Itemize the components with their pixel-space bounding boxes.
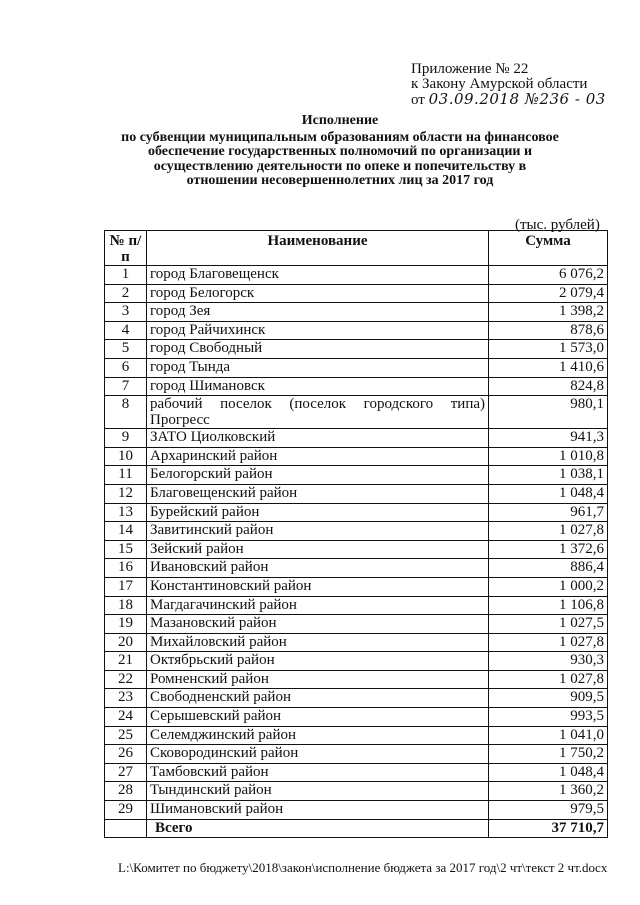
table-row bbox=[105, 801, 608, 820]
row-sum: 1 027,8 bbox=[489, 670, 608, 689]
total-label: Всего bbox=[147, 819, 489, 838]
row-number: 9 bbox=[105, 429, 147, 448]
table-row bbox=[105, 321, 608, 340]
table-row bbox=[105, 540, 608, 559]
table-row bbox=[105, 559, 608, 578]
row-name: Магдагачинский район bbox=[147, 596, 489, 615]
row-name: Константиновский район bbox=[147, 577, 489, 596]
row-sum: 980,1 bbox=[489, 396, 608, 429]
table-row bbox=[105, 377, 608, 396]
row-number: 11 bbox=[105, 466, 147, 485]
row-number: 26 bbox=[105, 745, 147, 764]
row-name: Тамбовский район bbox=[147, 763, 489, 782]
header-name: Наименование bbox=[147, 231, 489, 266]
row-number: 17 bbox=[105, 577, 147, 596]
table-row bbox=[105, 358, 608, 377]
row-name: Завитинский район bbox=[147, 522, 489, 541]
table-row bbox=[105, 689, 608, 708]
table-row bbox=[105, 745, 608, 764]
row-number: 13 bbox=[105, 503, 147, 522]
row-sum: 1 048,4 bbox=[489, 484, 608, 503]
table-row bbox=[105, 596, 608, 615]
table-row bbox=[105, 303, 608, 322]
row-number: 4 bbox=[105, 321, 147, 340]
row-sum: 961,7 bbox=[489, 503, 608, 522]
table-row bbox=[105, 503, 608, 522]
row-sum: 1 027,5 bbox=[489, 615, 608, 634]
row-name: город Зея bbox=[147, 303, 489, 322]
table-row bbox=[105, 466, 608, 485]
row-sum: 1 038,1 bbox=[489, 466, 608, 485]
row-sum: 878,6 bbox=[489, 321, 608, 340]
table-row bbox=[105, 633, 608, 652]
row-name: Шимановский район bbox=[147, 801, 489, 820]
row-number: 25 bbox=[105, 726, 147, 745]
row-number: 18 bbox=[105, 596, 147, 615]
table-row bbox=[105, 447, 608, 466]
row-name: Архаринский район bbox=[147, 447, 489, 466]
table-row bbox=[105, 429, 608, 448]
row-number: 14 bbox=[105, 522, 147, 541]
row-sum: 930,3 bbox=[489, 652, 608, 671]
row-number: 3 bbox=[105, 303, 147, 322]
table-row bbox=[105, 652, 608, 671]
row-sum: 1 360,2 bbox=[489, 782, 608, 801]
table-header-row bbox=[105, 231, 608, 266]
appendix-date-prefix: от bbox=[411, 92, 425, 108]
header-sum: Сумма bbox=[489, 231, 608, 266]
table-row bbox=[105, 708, 608, 727]
row-sum: 1 027,8 bbox=[489, 522, 608, 541]
row-number: 21 bbox=[105, 652, 147, 671]
table-row bbox=[105, 726, 608, 745]
row-sum: 1 573,0 bbox=[489, 340, 608, 359]
row-number: 24 bbox=[105, 708, 147, 727]
row-sum: 909,5 bbox=[489, 689, 608, 708]
row-name: Октябрьский район bbox=[147, 652, 489, 671]
row-name: Мазановский район bbox=[147, 615, 489, 634]
row-name: Селемджинский район bbox=[147, 726, 489, 745]
row-name: ЗАТО Циолковский bbox=[147, 429, 489, 448]
row-name: Серышевский район bbox=[147, 708, 489, 727]
subvention-table bbox=[104, 230, 608, 838]
document-heading bbox=[120, 114, 560, 189]
row-sum: 1 041,0 bbox=[489, 726, 608, 745]
file-path-footer: L:\Комитет по бюджету\2018\закон\исполнение бюджета за 2017 год\2 чт\текст 2 чт.docx bbox=[118, 860, 608, 875]
appendix-block bbox=[411, 62, 606, 108]
row-number: 28 bbox=[105, 782, 147, 801]
row-sum: 886,4 bbox=[489, 559, 608, 578]
row-name: город Благовещенск bbox=[147, 266, 489, 285]
appendix-law: к Закону Амурской области bbox=[411, 76, 588, 92]
table-row bbox=[105, 782, 608, 801]
row-name: Ивановский район bbox=[147, 559, 489, 578]
unit-label: (тыс. рублей) bbox=[515, 217, 600, 233]
table-row bbox=[105, 284, 608, 303]
row-sum: 1 048,4 bbox=[489, 763, 608, 782]
table-row bbox=[105, 763, 608, 782]
row-number: 8 bbox=[105, 396, 147, 429]
row-sum: 993,5 bbox=[489, 708, 608, 727]
table-row bbox=[105, 340, 608, 359]
row-name: Белогорский район bbox=[147, 466, 489, 485]
row-sum: 1 750,2 bbox=[489, 745, 608, 764]
row-sum: 1 410,6 bbox=[489, 358, 608, 377]
row-number: 29 bbox=[105, 801, 147, 820]
row-number: 7 bbox=[105, 377, 147, 396]
total-empty-cell bbox=[105, 819, 147, 838]
row-name: Благовещенский район bbox=[147, 484, 489, 503]
table-row bbox=[105, 615, 608, 634]
table-row bbox=[105, 522, 608, 541]
appendix-date-line bbox=[411, 92, 606, 108]
total-row bbox=[105, 819, 608, 838]
row-number: 12 bbox=[105, 484, 147, 503]
row-name: город Тында bbox=[147, 358, 489, 377]
row-number: 20 bbox=[105, 633, 147, 652]
table-row bbox=[105, 396, 608, 429]
row-name: Зейский район bbox=[147, 540, 489, 559]
row-name: Бурейский район bbox=[147, 503, 489, 522]
row-name: Ромненский район bbox=[147, 670, 489, 689]
row-name: город Райчихинск bbox=[147, 321, 489, 340]
row-sum: 941,3 bbox=[489, 429, 608, 448]
table-row bbox=[105, 266, 608, 285]
row-sum: 824,8 bbox=[489, 377, 608, 396]
row-name: рабочий поселок (поселок городского типа) Прогресс bbox=[147, 396, 489, 429]
total-sum: 37 710,7 bbox=[489, 819, 608, 838]
row-name: город Белогорск bbox=[147, 284, 489, 303]
row-sum: 6 076,2 bbox=[489, 266, 608, 285]
row-sum: 979,5 bbox=[489, 801, 608, 820]
row-number: 15 bbox=[105, 540, 147, 559]
row-name: город Свободный bbox=[147, 340, 489, 359]
row-sum: 1 000,2 bbox=[489, 577, 608, 596]
row-name: Тындинский район bbox=[147, 782, 489, 801]
row-sum: 1 372,6 bbox=[489, 540, 608, 559]
header-num: № п/п bbox=[105, 231, 147, 266]
row-name: Свободненский район bbox=[147, 689, 489, 708]
row-number: 23 bbox=[105, 689, 147, 708]
row-number: 27 bbox=[105, 763, 147, 782]
document-subtitle: по субвенции муниципальным образованиям области на финансовое обеспечение государственных полномочий по организации и осуществлению деятельности по опеке и попечительству в отношении несовершеннолетних лиц за 2017 год bbox=[121, 129, 559, 188]
row-number: 16 bbox=[105, 559, 147, 578]
row-name: Сковородинский район bbox=[147, 745, 489, 764]
row-number: 1 bbox=[105, 266, 147, 285]
document-title: Исполнение bbox=[301, 113, 379, 128]
row-number: 5 bbox=[105, 340, 147, 359]
row-number: 6 bbox=[105, 358, 147, 377]
appendix-number: Приложение № 22 bbox=[411, 61, 529, 77]
row-number: 19 bbox=[105, 615, 147, 634]
table-row bbox=[105, 484, 608, 503]
row-sum: 2 079,4 bbox=[489, 284, 608, 303]
row-sum: 1 010,8 bbox=[489, 447, 608, 466]
table-row bbox=[105, 577, 608, 596]
row-sum: 1 027,8 bbox=[489, 633, 608, 652]
handwritten-date-number: 03.09.2018 №236 - 03 bbox=[428, 90, 606, 108]
row-sum: 1 106,8 bbox=[489, 596, 608, 615]
row-number: 10 bbox=[105, 447, 147, 466]
table-row bbox=[105, 670, 608, 689]
row-name: Михайловский район bbox=[147, 633, 489, 652]
row-number: 2 bbox=[105, 284, 147, 303]
row-number: 22 bbox=[105, 670, 147, 689]
row-name: город Шимановск bbox=[147, 377, 489, 396]
row-sum: 1 398,2 bbox=[489, 303, 608, 322]
